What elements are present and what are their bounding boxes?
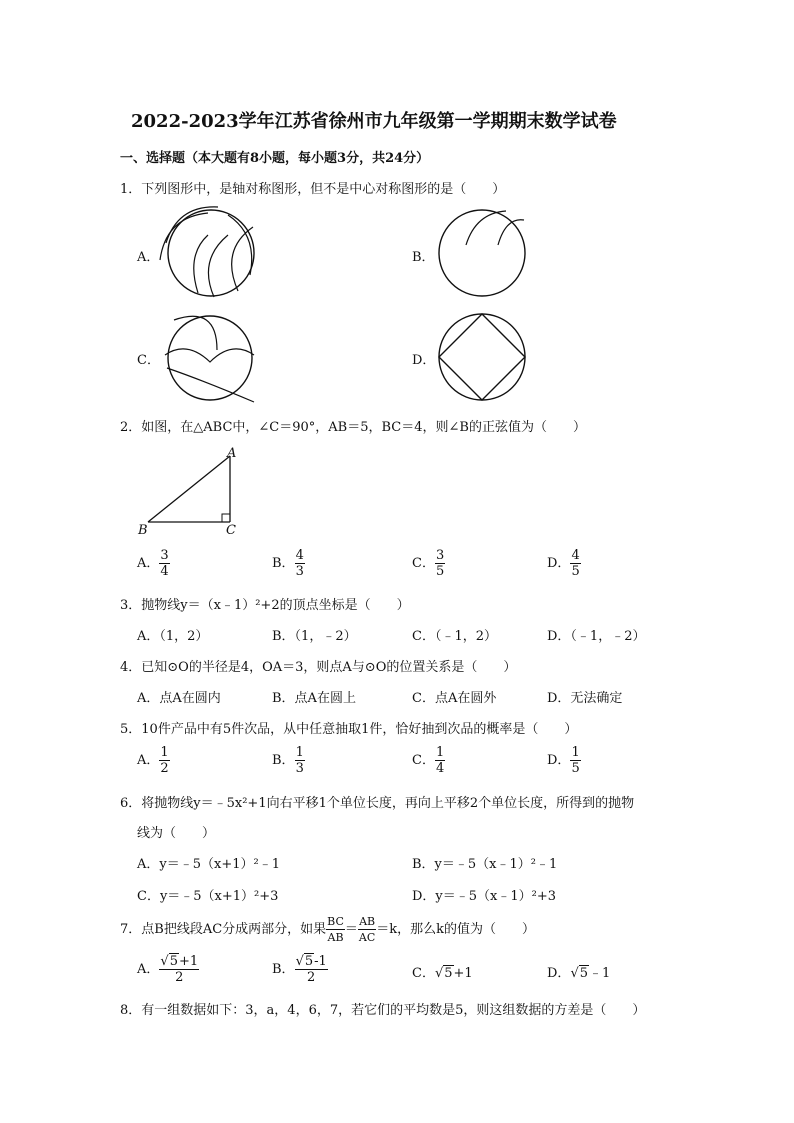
q6-option-b: B．y＝﹣5（x﹣1）²﹣1 (412, 857, 558, 872)
q4-option-c: C．点A在圆外 (412, 691, 497, 706)
q7-option-a: A． $\frac{√5+1}{2}$ (137, 954, 199, 985)
q6-option-c: C．y＝﹣5（x+1）²+3 (137, 889, 279, 904)
q3-option-a: A．（1，2） (137, 629, 209, 644)
q3-option-c: C．（﹣1，2） (412, 629, 497, 644)
q1-option-b-label: B． (412, 250, 435, 265)
question-6-stem-line2: 线为（ ） (137, 826, 216, 841)
q4-option-b: B．点A在圆上 (272, 691, 356, 706)
q1-figure-a (158, 205, 268, 300)
q1-figure-b (436, 205, 536, 300)
q2-vertex-b: B (138, 523, 148, 538)
q5-option-b: B． $\frac{1}{3}$ (272, 745, 304, 776)
q5-option-c: C． $\frac{1}{4}$ (412, 745, 445, 776)
q2-vertex-a: A (227, 446, 237, 461)
q2-option-a: A． $\frac{3}{4}$ (137, 548, 169, 579)
q5-option-a: A． $\frac{1}{2}$ (137, 745, 169, 776)
q2-option-b: B． $\frac{4}{3}$ (272, 548, 304, 579)
page-title: 2022-2023学年江苏省徐州市九年级第一学期期末数学试卷 (131, 111, 617, 132)
q6-option-a: A．y＝﹣5（x+1）²﹣1 (137, 857, 280, 872)
q1-figure-d (436, 310, 536, 405)
q5-option-d: D． $\frac{1}{5}$ (547, 745, 580, 776)
q1-option-d-label: D． (412, 353, 436, 368)
q2-vertex-c: C (226, 523, 236, 538)
q1-figure-c (162, 310, 272, 405)
question-8-stem: 8．有一组数据如下：3，a，4，6，7，若它们的平均数是5，则这组数据的方差是（ ） (120, 1003, 646, 1018)
q6-option-d: D．y＝﹣5（x﹣1）²+3 (412, 889, 557, 904)
section-heading: 一、选择题（本大题有8小题，每小题3分，共24分） (120, 151, 430, 166)
q4-option-a: A．点A在圆内 (137, 691, 221, 706)
question-3-stem: 3．抛物线y＝（x﹣1）²+2的顶点坐标是（ ） (120, 598, 410, 613)
q3-option-d: D．（﹣1，﹣2） (547, 629, 646, 644)
q2-option-c: C． $\frac{3}{5}$ (412, 548, 445, 579)
q1-option-a-label: A． (137, 250, 160, 265)
question-5-stem: 5．10件产品中有5件次品，从中任意抽取1件，恰好抽到次品的概率是（ ） (120, 722, 578, 737)
q3-option-b: B．（1，﹣2） (272, 629, 357, 644)
q7-option-d: D．√5﹣1 (547, 966, 611, 981)
q4-option-d: D．无法确定 (547, 691, 623, 706)
question-6-stem-line1: 6．将抛物线y＝﹣5x²+1向右平移1个单位长度，再向上平移2个单位长度，所得到的抛物 (120, 796, 635, 811)
q2-option-d: D． $\frac{4}{5}$ (547, 548, 580, 579)
q1-option-c-label: C． (137, 353, 160, 368)
question-2-stem: 2．如图，在△ABC中，∠C＝90°，AB＝5，BC＝4，则∠B的正弦值为（ ） (120, 420, 586, 435)
question-1-stem: 1．下列图形中，是轴对称图形，但不是中心对称图形的是（ ） (120, 182, 506, 197)
q7-option-c: C．√5+1 (412, 966, 473, 981)
question-4-stem: 4．已知⊙O的半径是4，OA＝3，则点A与⊙O的位置关系是（ ） (120, 660, 517, 675)
question-7-stem: 7．点B把线段AC分成两部分，如果 $\frac{BC}{AB}$ ＝ $\frac{AB}{AC}$ ＝k，那么k的值为（ ） (120, 915, 536, 944)
q7-option-b: B． $\frac{√5-1}{2}$ (272, 954, 327, 985)
